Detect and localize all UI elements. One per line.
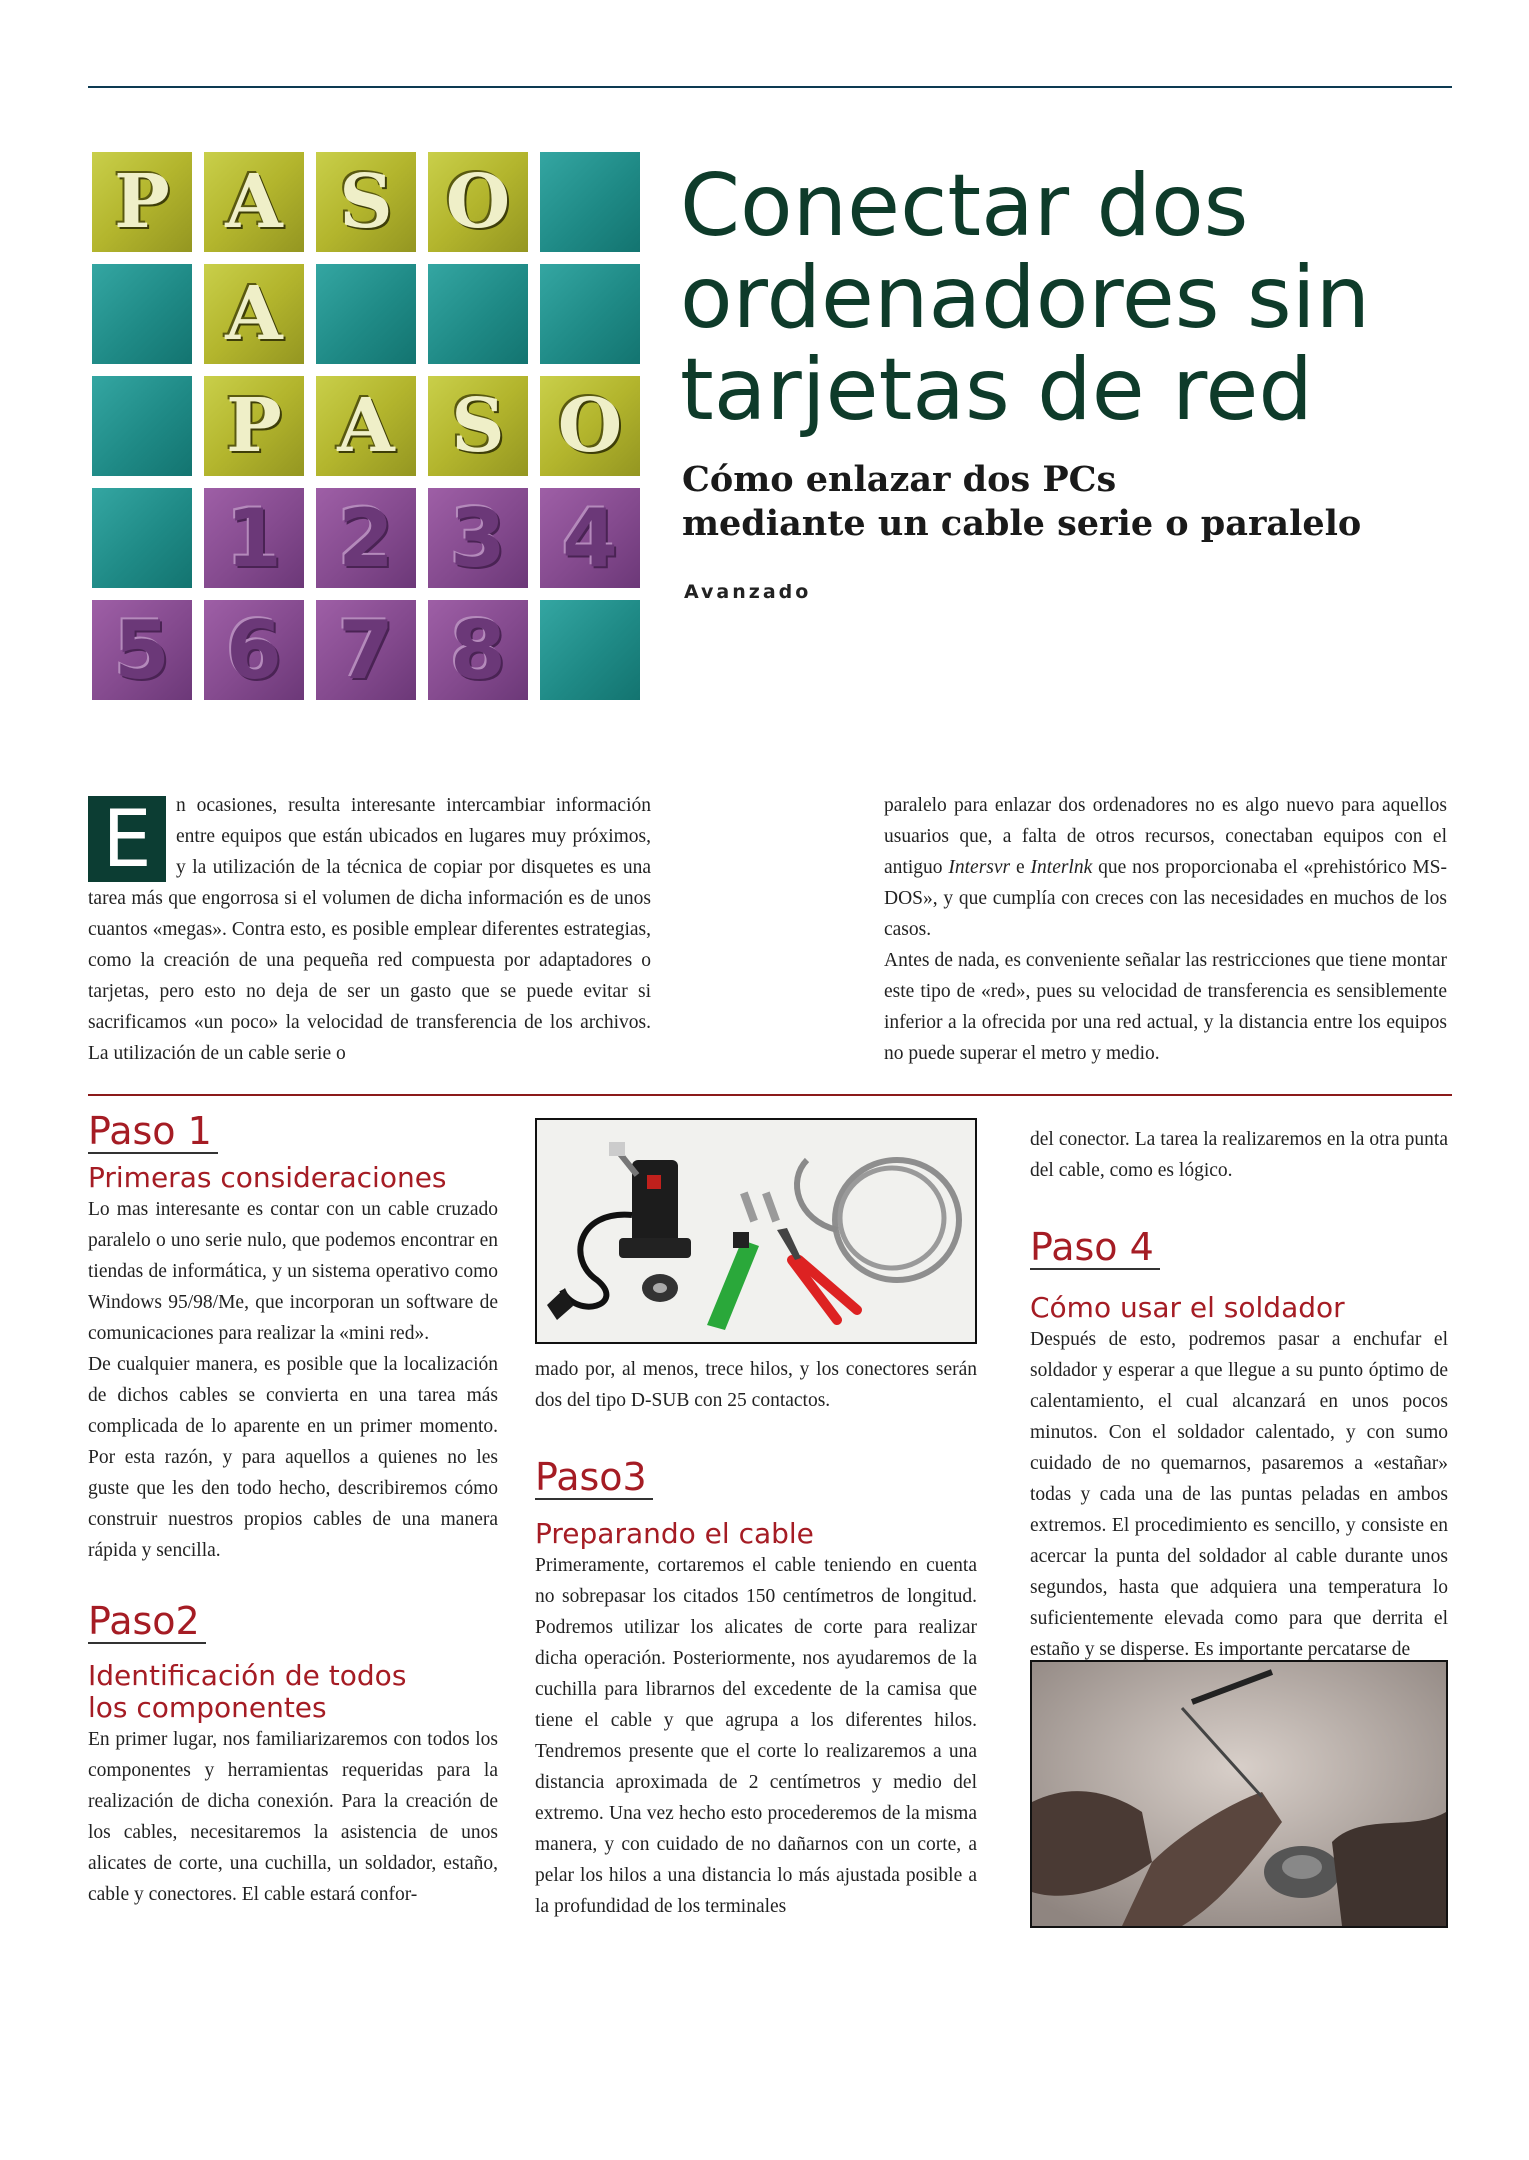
logo-tile: [316, 488, 416, 588]
logo-tile-letter: 7: [338, 603, 394, 697]
paso3-p1: Primeramente, cortaremos el cable teniendo en cuenta no sobrepasar los citados 150 centímetros de longitud. Podremos utilizar los alicates de corte para realizar dicha operación. Posteriormente, nos ayudaremos de la cuchilla para librarnos del excedente de la camisa que tiene el cable y que agrupa a los diferentes hilos. Tendremos presente que el corte lo realizaremos a una distancia aproximada de 2 centímetros y medio del extremo. Una vez hecho esto procederemos de la misma manera, y con cuidado de no dañarnos con un corte, a pelar los hilos a una distancia lo más ajustada posible a la profundidad de los terminales: [535, 1555, 977, 1917]
logo-tile-letter: P: [226, 383, 282, 469]
logo-tile: [428, 600, 528, 700]
subtitle-line-1: Cómo enlazar dos PCs: [682, 459, 1117, 500]
intro-right-column: [884, 790, 1447, 1069]
paso3-heading: Paso3: [535, 1456, 653, 1500]
paso-a-paso-logo: [88, 148, 650, 713]
logo-tile: [428, 152, 528, 252]
logo-tile-letter: 2: [338, 491, 394, 585]
column-1: [88, 1110, 498, 1910]
logo-tile-letter: A: [337, 383, 395, 469]
tools-photo: [535, 1118, 977, 1344]
col3-continuation: del conector. La tarea la realizaremos en la otra punta del cable, como es lógico.: [1030, 1129, 1448, 1181]
col2-continuation: mado por, al menos, trece hilos, y los conectores serán dos del tipo D-SUB con 25 contactos.: [535, 1359, 977, 1411]
logo-tile: [92, 152, 192, 252]
paso1-heading: Paso 1: [88, 1110, 218, 1154]
paso1-subheading: Primeras consideraciones: [88, 1161, 447, 1194]
logo-tile-letter: 8: [450, 603, 506, 697]
soldering-photo: [1030, 1660, 1448, 1928]
logo-tile-letter: O: [445, 159, 511, 245]
logo-tile: [204, 376, 304, 476]
logo-tile-letter: 5: [114, 603, 170, 697]
article-subtitle: [682, 458, 1442, 546]
paso2-subheading: Identificación de todos los componentes: [88, 1659, 407, 1724]
logo-tile: [540, 600, 640, 700]
column-3: [1030, 1124, 1448, 1665]
logo-tile-letter: O: [557, 383, 623, 469]
logo-tile: [204, 600, 304, 700]
paso1-p2: De cualquier manera, es posible que la localización de dichos cables se convierta en una tarea más complicada de lo aparente en un primer momento. Por esta razón, y para aquellos a quienes no les guste que les den todo hecho, describiremos cómo construir nuestros propios cables de una manera rápida y sencilla.: [88, 1354, 498, 1561]
logo-tile: [316, 376, 416, 476]
logo-tile-letter: 6: [226, 603, 282, 697]
logo-tile: [92, 264, 192, 364]
paso3-subheading: Preparando el cable: [535, 1517, 814, 1550]
logo-tile-letter: A: [225, 271, 283, 357]
logo-tile: [204, 264, 304, 364]
intro-right-p1: paralelo para enlazar dos ordenadores no es algo nuevo para aquellos usuarios que, a falta de otros recursos, conectaban equipos con el antiguo Intersvr e Interlnk que nos proporcionaba el «prehistórico MS-DOS», y que cumplía con creces con las necesidades en muchos de los casos.: [884, 795, 1447, 940]
logo-tile: [92, 488, 192, 588]
logo-tile-letter: 3: [450, 491, 506, 585]
column-2: [535, 1118, 977, 1922]
intro-right-p2: Antes de nada, es conveniente señalar las restricciones que tiene montar este tipo de «red», pues su velocidad de transferencia es sensiblemente inferior a la ofrecida por una red actual, y la distancia entre los equipos no puede superar el metro y medio.: [884, 950, 1447, 1064]
top-rule: [88, 86, 1452, 88]
paso2-p1: En primer lugar, nos familiarizaremos con todos los componentes y herramientas requeridas para la realización de dicha conexión. Para la creación de los cables, necesitaremos la asistencia de unos alicates de corte, una cuchilla, un soldador, estaño, cable y conectores. El cable estará confor-: [88, 1729, 498, 1905]
logo-tile: [540, 488, 640, 588]
intro-left-column: [88, 790, 651, 1069]
logo-tile: [428, 376, 528, 476]
paso4-heading: Paso 4: [1030, 1226, 1160, 1270]
paso2-heading: Paso2: [88, 1600, 206, 1644]
tools-illustration: [537, 1120, 975, 1342]
logo-tile-letter: 1: [226, 491, 282, 585]
logo-tile: [316, 152, 416, 252]
logo-tile: [540, 152, 640, 252]
article-title: Conectar dos ordenadores sin tarjetas de red: [680, 156, 1371, 440]
paso4-p1: Después de esto, podremos pasar a enchufar el soldador y esperar a que llegue a su punto óptimo de calentamiento, el cual alcanzará en unos pocos minutos. Con el soldador calentado, y con sumo cuidado de no quemarnos, pasaremos a «estañar» todas y cada una de las puntas peladas en ambos extremos. El procedimiento es sencillo, y consiste en acercar la punta del soldador al cable durante unos segundos, hasta que adquiera una temperatura lo suficientemente elevada como para que derrita el estaño y se disperse. Es importante percatarse de: [1030, 1329, 1448, 1660]
logo-tile: [316, 264, 416, 364]
logo-tile: [92, 376, 192, 476]
dropcap: E: [88, 796, 166, 882]
logo-tile-letter: S: [451, 383, 505, 469]
soldering-illustration: [1032, 1662, 1446, 1926]
logo-tile: [204, 152, 304, 252]
logo-tile: [540, 376, 640, 476]
logo-tile: [204, 488, 304, 588]
subtitle-line-2: mediante un cable serie o paralelo: [682, 503, 1362, 544]
logo-tile-letter: 4: [562, 491, 618, 585]
logo-tile: [540, 264, 640, 364]
difficulty-level: Avanzado: [684, 581, 812, 603]
intro-left-text: n ocasiones, resulta interesante intercambiar información entre equipos que están ubicados en lugares muy próximos, y la utilización de la técnica de copiar por disquetes es una tarea más que engorrosa si el volumen de dicha información es de unos cuantos «megas». Contra esto, es posible emplear diferentes estrategias, como la creación de una pequeña red compuesta por adaptadores o tarjetas, pero esto no deja de ser un gasto que se puede evitar si sacrificamos «un poco» la velocidad de transferencia de los archivos. La utilización de un cable serie o: [88, 795, 651, 1064]
paso1-p1: Lo mas interesante es contar con un cable cruzado paralelo o uno serie nulo, que podemos encontrar en tiendas de informática, y un sistema operativo como Windows 95/98/Me, que incorporan un software de comunicaciones para realizar la «mini red».: [88, 1199, 498, 1344]
logo-tile-letter: A: [225, 159, 283, 245]
logo-tile-letter: P: [114, 159, 170, 245]
paso4-subheading: Cómo usar el soldador: [1030, 1291, 1345, 1324]
section-rule: [88, 1094, 1452, 1096]
logo-tile: [316, 600, 416, 700]
logo-tile: [428, 488, 528, 588]
logo-tile-letter: S: [339, 159, 393, 245]
logo-tile: [428, 264, 528, 364]
logo-tile: [92, 600, 192, 700]
